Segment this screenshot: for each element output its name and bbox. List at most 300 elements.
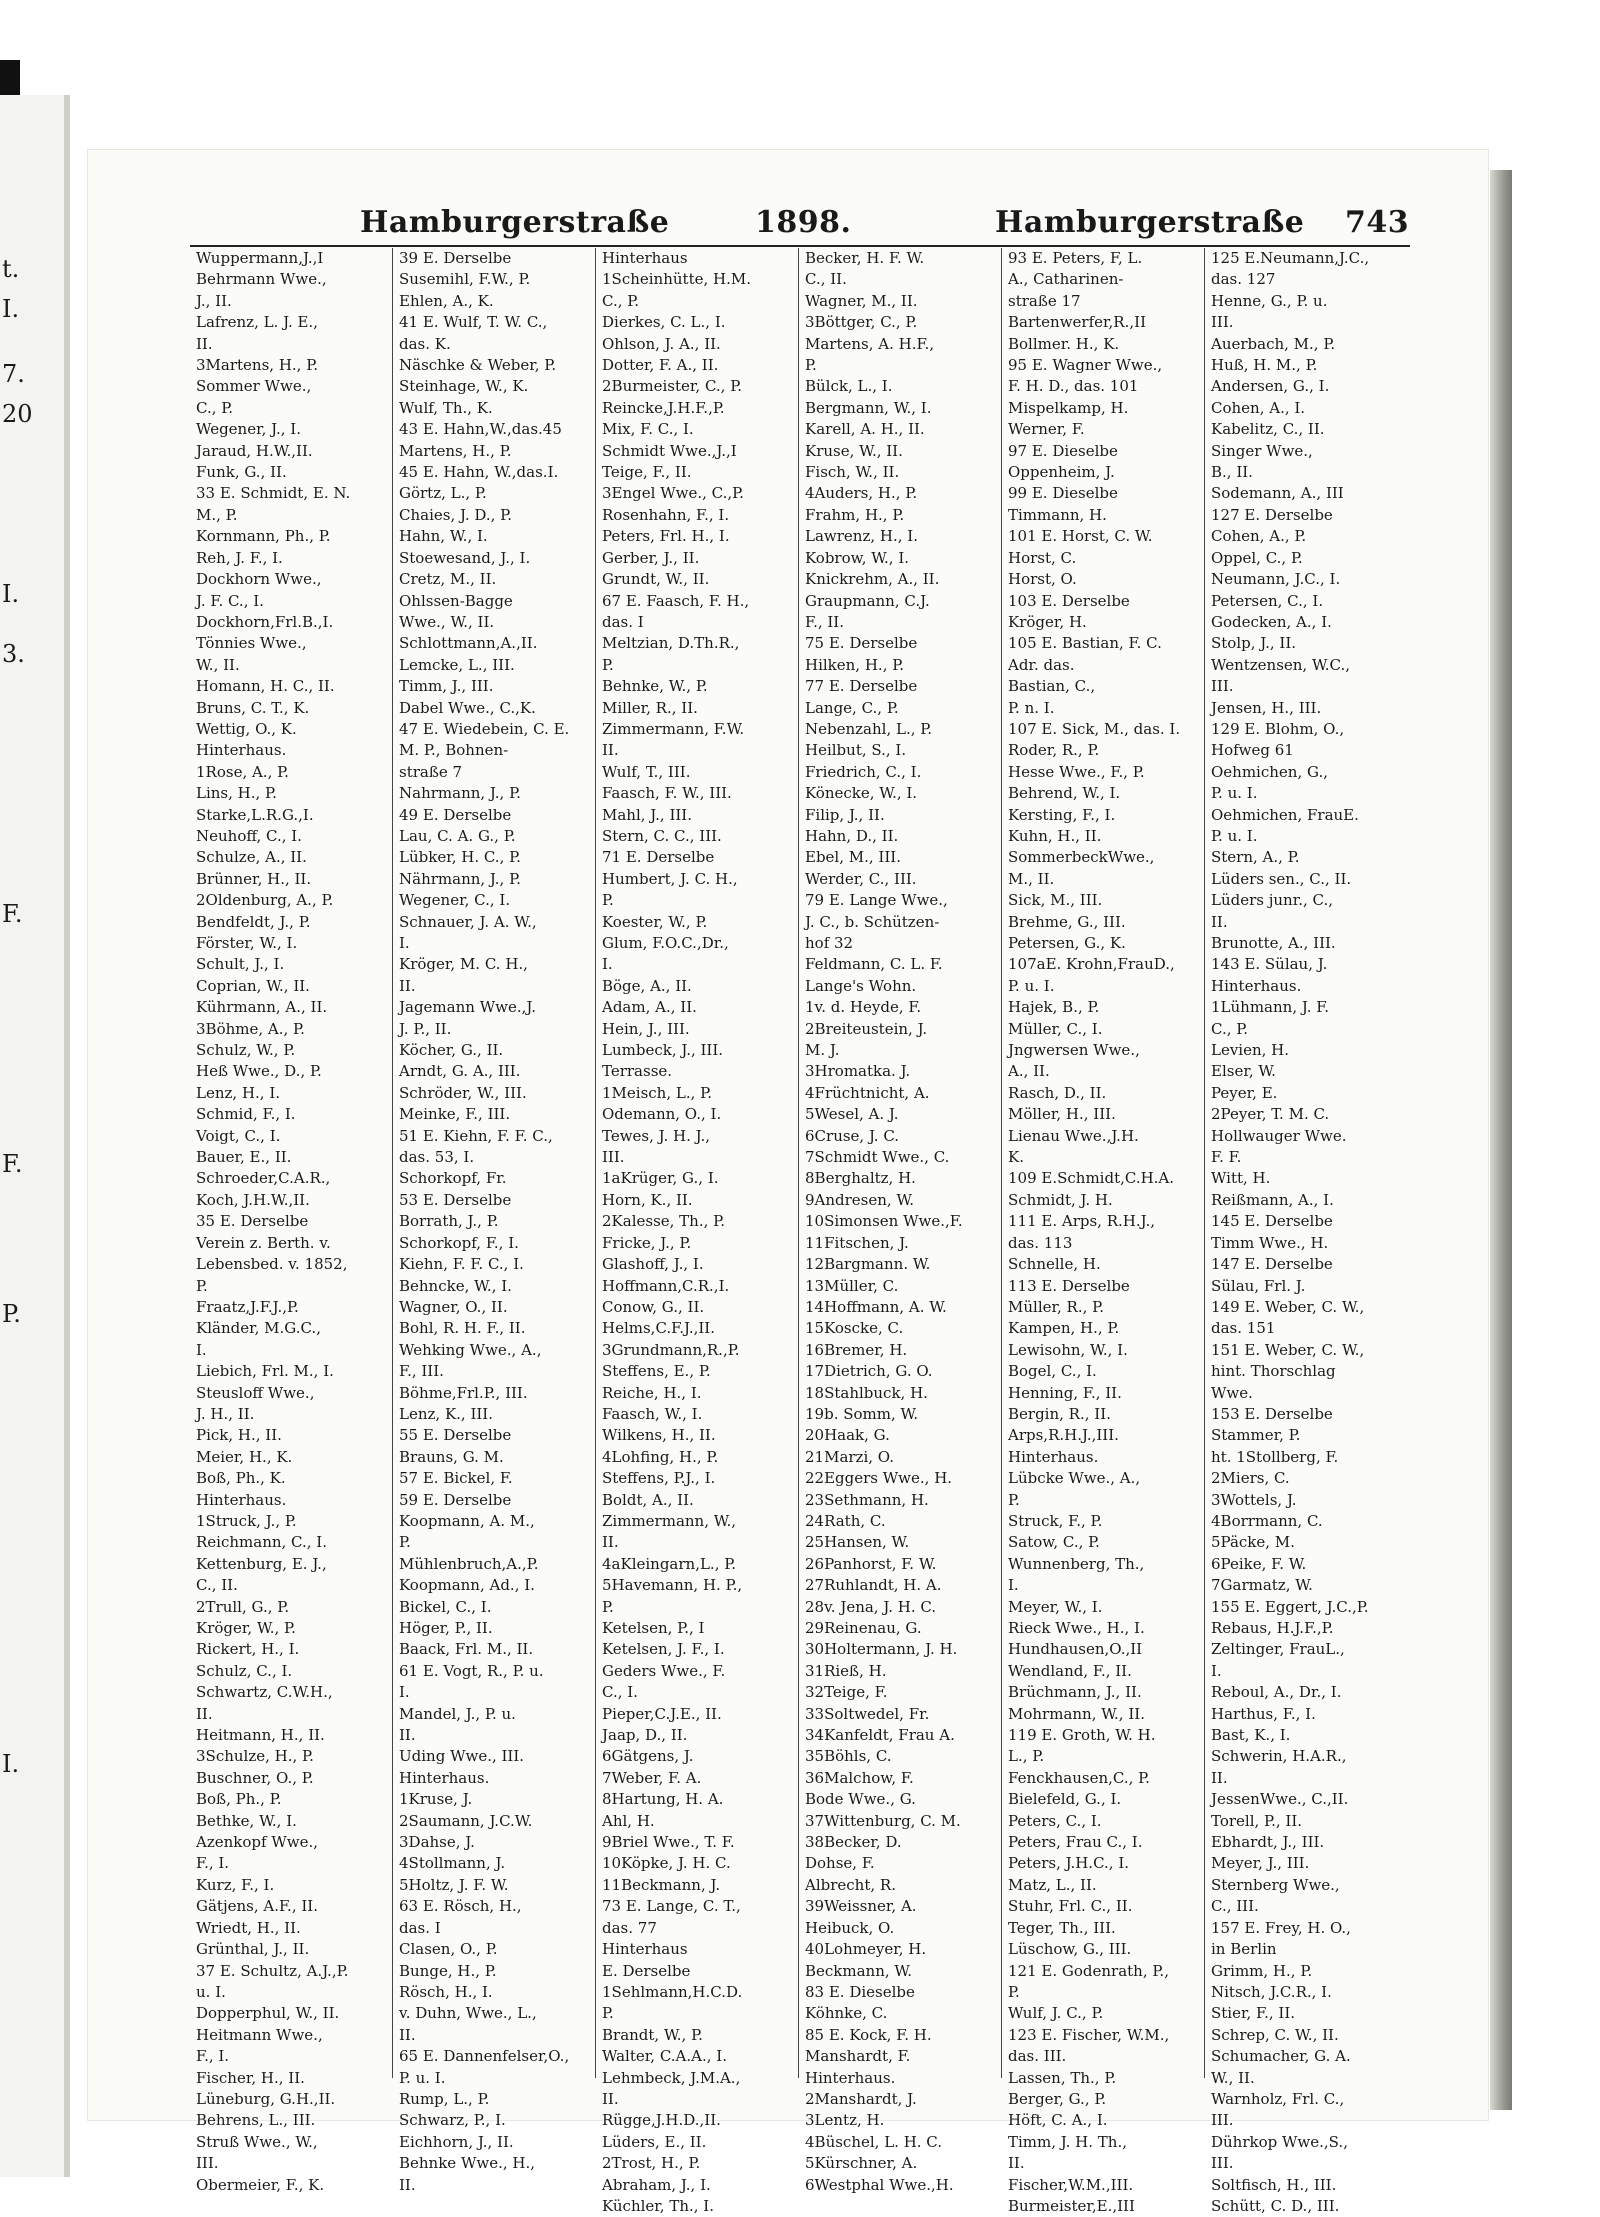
directory-entry: Miller, R., II. bbox=[602, 698, 698, 717]
directory-entry: Chaies, J. D., P. bbox=[399, 505, 512, 524]
directory-entry: Arps,R.H.J.,III. bbox=[1008, 1426, 1119, 1445]
directory-entry: F., I. bbox=[196, 2047, 230, 2066]
directory-entry: C., I. bbox=[602, 1683, 638, 1702]
directory-entry: Obermeier, F., K. bbox=[196, 2175, 325, 2194]
directory-entry: Böhme,Frl.P., III. bbox=[399, 1383, 528, 1402]
directory-entry: Arndt, G. A., III. bbox=[399, 1062, 521, 1081]
directory-entry: Ohlson, J. A., II. bbox=[602, 334, 721, 353]
directory-entry: 33 E. Schmidt, E. N. bbox=[196, 484, 351, 503]
directory-entry: Uding Wwe., III. bbox=[399, 1747, 525, 1766]
directory-entry: Borrath, J., P. bbox=[399, 1212, 499, 1231]
directory-entry: Koopmann, Ad., I. bbox=[399, 1576, 535, 1595]
directory-entry: das. III. bbox=[1008, 2047, 1067, 2066]
directory-entry: Hinterhaus. bbox=[805, 2068, 896, 2087]
directory-entry: 23Sethmann, H. bbox=[805, 1490, 929, 1509]
directory-entry: J., II. bbox=[196, 291, 232, 310]
directory-entry: 7Schmidt Wwe., C. bbox=[805, 1148, 950, 1167]
directory-entry: Fischer, H., II. bbox=[196, 2068, 305, 2087]
directory-entry: Voigt, C., I. bbox=[196, 1126, 281, 1145]
directory-entry: 43 E. Hahn,W.,das.45 bbox=[399, 420, 562, 439]
directory-entry: 41 E. Wulf, T. W. C., bbox=[399, 313, 548, 332]
directory-entry: 55 E. Derselbe bbox=[399, 1426, 512, 1445]
directory-entry: M., II. bbox=[1008, 869, 1055, 888]
directory-entry: Sülau, Frl. J. bbox=[1211, 1276, 1306, 1295]
directory-entry: Hundhausen,O.,II bbox=[1008, 1640, 1143, 1659]
directory-entry: 51 E. Kiehn, F. F. C., bbox=[399, 1126, 553, 1145]
directory-entry: Ehlen, A., K. bbox=[399, 291, 494, 310]
directory-entry: Schorkopf, Fr. bbox=[399, 1169, 507, 1188]
directory-entry: F., I. bbox=[196, 1854, 230, 1873]
directory-columns bbox=[190, 248, 1410, 2215]
directory-entry: 95 E. Wagner Wwe., bbox=[1008, 356, 1163, 375]
directory-entry: 3Hromatka. J. bbox=[805, 1062, 911, 1081]
header-rule bbox=[190, 245, 1410, 247]
directory-entry: Timm Wwe., H. bbox=[1211, 1233, 1329, 1252]
directory-entry: Wwe., W., II. bbox=[399, 612, 495, 631]
directory-entry: Bauer, E., II. bbox=[196, 1148, 292, 1167]
directory-entry: Schütt, C. D., III. bbox=[1211, 2196, 1340, 2215]
directory-entry: 107aE. Krohn,FrauD., bbox=[1008, 955, 1175, 974]
directory-entry: Ohlssen-Bagge bbox=[399, 591, 513, 610]
directory-entry: 65 E. Dannenfelser,O., bbox=[399, 2047, 570, 2066]
directory-entry: 14Hoffmann, A. W. bbox=[805, 1297, 947, 1316]
directory-entry: Förster, W., I. bbox=[196, 934, 298, 952]
directory-entry: 149 E. Weber, C. W., bbox=[1211, 1297, 1365, 1316]
directory-entry: Wegener, C., I. bbox=[399, 891, 511, 910]
directory-entry: Rickert, H., I. bbox=[196, 1640, 300, 1659]
directory-entry: das. 53, I. bbox=[399, 1148, 475, 1167]
directory-entry: II. bbox=[399, 2175, 416, 2194]
directory-entry: Clasen, O., P. bbox=[399, 1940, 498, 1959]
directory-entry: 77 E. Derselbe bbox=[805, 677, 918, 696]
directory-entry: Lüschow, G., III. bbox=[1008, 1940, 1132, 1959]
directory-entry: Liebich, Frl. M., I. bbox=[196, 1362, 334, 1381]
page-number: 743 bbox=[1345, 205, 1410, 240]
directory-entry: Höft, C. A., I. bbox=[1008, 2111, 1108, 2130]
directory-entry: Terrasse. bbox=[602, 1062, 673, 1081]
directory-entry: P. bbox=[399, 1533, 411, 1552]
directory-entry: Faasch, W., I. bbox=[602, 1404, 703, 1423]
directory-entry: 31Rieß, H. bbox=[805, 1661, 887, 1680]
directory-entry: Schult, J., I. bbox=[196, 955, 285, 974]
directory-entry: Peters, Frl. H., I. bbox=[602, 527, 730, 546]
directory-entry: 10Simonsen Wwe.,F. bbox=[805, 1212, 963, 1231]
directory-entry: 103 E. Derselbe bbox=[1008, 591, 1130, 610]
directory-entry: 3Wottels, J. bbox=[1211, 1490, 1297, 1509]
directory-entry: 7Garmatz, W. bbox=[1211, 1576, 1313, 1595]
directory-entry: das. I bbox=[602, 612, 644, 631]
previous-page-fragment: F. bbox=[2, 900, 23, 928]
directory-entry: 1aKrüger, G., I. bbox=[602, 1169, 719, 1188]
directory-entry: 47 E. Wiedebein, C. E. bbox=[399, 719, 570, 738]
directory-entry: Ebel, M., III. bbox=[805, 848, 901, 867]
directory-entry: Nährmann, J., P. bbox=[399, 869, 521, 888]
directory-entry: 127 E. Derselbe bbox=[1211, 505, 1333, 524]
directory-entry: II. bbox=[602, 1533, 619, 1552]
directory-entry: Brunotte, A., III. bbox=[1211, 934, 1336, 952]
directory-entry: 101 E. Horst, C. W. bbox=[1008, 527, 1153, 546]
directory-entry: 2Burmeister, C., P. bbox=[602, 377, 743, 396]
directory-entry: Zeltinger, FrauL., bbox=[1211, 1640, 1345, 1659]
directory-entry: Hajek, B., P. bbox=[1008, 998, 1100, 1017]
directory-entry: Jensen, H., III. bbox=[1211, 698, 1322, 717]
directory-entry: C., III. bbox=[1211, 1897, 1259, 1916]
directory-entry: Hoffmann,C.R.,I. bbox=[602, 1276, 730, 1295]
directory-entry: Kobrow, W., I. bbox=[805, 548, 910, 567]
directory-entry: Azenkopf Wwe., bbox=[196, 1833, 318, 1852]
directory-entry: Gätjens, A.F., II. bbox=[196, 1897, 318, 1916]
directory-entry: 10Köpke, J. H. C. bbox=[602, 1854, 731, 1873]
directory-entry: 75 E. Derselbe bbox=[805, 634, 918, 653]
directory-entry: W., II. bbox=[1211, 2068, 1255, 2087]
directory-entry: Schwarz, P., I. bbox=[399, 2111, 506, 2130]
directory-entry: Stier, F., II. bbox=[1211, 2004, 1296, 2023]
directory-entry: P. n. I. bbox=[1008, 698, 1055, 717]
directory-entry: Boldt, A., II. bbox=[602, 1490, 694, 1509]
directory-entry: Gerber, J., II. bbox=[602, 548, 700, 567]
directory-entry: Behnke Wwe., H., bbox=[399, 2154, 536, 2173]
directory-entry: J. C., b. Schützen- bbox=[805, 912, 940, 931]
directory-entry: Lienau Wwe.,J.H. bbox=[1008, 1126, 1139, 1145]
directory-entry: B., II. bbox=[1211, 463, 1253, 482]
directory-entry: Lenz, K., III. bbox=[399, 1404, 493, 1423]
directory-entry: v. Duhn, Wwe., L., bbox=[399, 2004, 537, 2023]
directory-entry: P. bbox=[196, 1276, 208, 1295]
directory-entry: P. bbox=[1008, 1982, 1020, 2001]
directory-entry: straße 7 bbox=[399, 762, 463, 781]
directory-entry: Reboul, A., Dr., I. bbox=[1211, 1683, 1342, 1702]
directory-entry: Wuppermann,J.,I bbox=[196, 249, 324, 267]
directory-entry: Mandel, J., P. u. bbox=[399, 1704, 516, 1723]
directory-entry: 19b. Somm, W. bbox=[805, 1404, 919, 1423]
directory-entry: 129 E. Blohm, O., bbox=[1211, 719, 1345, 738]
directory-entry: Peters, J.H.C., I. bbox=[1008, 1854, 1130, 1873]
directory-entry: Glashoff, J., I. bbox=[602, 1255, 704, 1274]
directory-entry: Bohl, R. H. F., II. bbox=[399, 1319, 526, 1338]
previous-page-edge bbox=[0, 95, 70, 2177]
directory-entry: Faasch, F. W., III. bbox=[602, 784, 732, 803]
directory-entry: II. bbox=[1008, 2154, 1025, 2173]
directory-entry: Hofweg 61 bbox=[1211, 741, 1294, 760]
directory-entry: Hein, J., III. bbox=[602, 1019, 690, 1038]
directory-entry: 38Becker, D. bbox=[805, 1833, 902, 1852]
directory-entry: 3Lentz, H. bbox=[805, 2111, 885, 2130]
directory-entry: 25Hansen, W. bbox=[805, 1533, 910, 1552]
directory-entry: 8Hartung, H. A. bbox=[602, 1790, 724, 1809]
directory-entry: Schulze, A., II. bbox=[196, 848, 307, 867]
directory-entry: Boß, Ph., K. bbox=[196, 1469, 286, 1488]
directory-entry: 15Koscke, C. bbox=[805, 1319, 904, 1338]
previous-page-fragment: 7. bbox=[2, 360, 25, 388]
directory-entry: Hesse Wwe., F., P. bbox=[1008, 762, 1145, 781]
directory-entry: Hahn, W., I. bbox=[399, 527, 488, 546]
directory-entry: 109 E.Schmidt,C.H.A. bbox=[1008, 1169, 1175, 1188]
header-street-left: Hamburgerstraße bbox=[360, 205, 670, 240]
directory-entry: Bartenwerfer,R.,II bbox=[1008, 313, 1146, 332]
directory-entry: Stolp, J., II. bbox=[1211, 634, 1297, 653]
directory-entry: Mahl, J., III. bbox=[602, 805, 692, 824]
directory-entry: III. bbox=[1211, 313, 1234, 332]
directory-entry: Kröger, H. bbox=[1008, 612, 1087, 631]
directory-entry: Kröger, W., P. bbox=[196, 1619, 296, 1637]
directory-entry: 16Bremer, H. bbox=[805, 1340, 908, 1359]
directory-entry: Kersting, F., I. bbox=[1008, 805, 1116, 824]
directory-entry: 3Engel Wwe., C.,P. bbox=[602, 484, 744, 503]
directory-entry: 8Berghaltz, H. bbox=[805, 1169, 916, 1188]
directory-entry: Filip, J., II. bbox=[805, 805, 885, 824]
directory-entry: Dierkes, C. L., I. bbox=[602, 313, 726, 332]
directory-entry: Horst, C. bbox=[1008, 548, 1077, 567]
directory-entry: 21Marzi, O. bbox=[805, 1447, 894, 1466]
directory-entry: J. P., II. bbox=[399, 1019, 452, 1038]
directory-entry: 4Lohfing, H., P. bbox=[602, 1447, 719, 1466]
directory-entry: L., P. bbox=[1008, 1747, 1045, 1766]
directory-entry: 5Kürschner, A. bbox=[805, 2154, 918, 2173]
directory-entry: J. F. C., I. bbox=[196, 591, 264, 610]
directory-entry: Steffens, E., P. bbox=[602, 1362, 711, 1381]
directory-entry: II. bbox=[196, 1704, 213, 1723]
directory-entry: Schmidt Wwe.,J.,I bbox=[602, 441, 737, 460]
directory-entry: 39 E. Derselbe bbox=[399, 249, 512, 267]
directory-entry: Stern, C. C., III. bbox=[602, 826, 722, 845]
directory-entry: Rebaus, H.J.F.,P. bbox=[1211, 1619, 1334, 1637]
directory-entry: 73 E. Lange, C. T., bbox=[602, 1897, 741, 1916]
directory-entry: Bielefeld, G., I. bbox=[1008, 1790, 1122, 1809]
directory-entry: Pick, H., II. bbox=[196, 1426, 282, 1445]
directory-entry: 123 E. Fischer, W.M., bbox=[1008, 2025, 1170, 2044]
directory-entry: Reh, J. F., I. bbox=[196, 548, 283, 567]
directory-entry: Stammer, P. bbox=[1211, 1426, 1301, 1445]
directory-entry: Fenckhausen,C., P. bbox=[1008, 1768, 1150, 1787]
directory-entry: Bergin, R., II. bbox=[1008, 1404, 1111, 1423]
directory-entry: Lüders sen., C., II. bbox=[1211, 869, 1352, 888]
directory-entry: Hinterhaus. bbox=[399, 1768, 490, 1787]
directory-entry: 57 E. Bickel, F. bbox=[399, 1469, 513, 1488]
directory-entry: 30Holtermann, J. H. bbox=[805, 1640, 958, 1659]
directory-entry: Küchler, Th., I. bbox=[602, 2196, 714, 2215]
directory-entry: Brandt, W., P. bbox=[602, 2025, 703, 2044]
directory-entry: Behrens, L., III. bbox=[196, 2111, 316, 2130]
previous-page-fragment: I. bbox=[2, 1750, 20, 1778]
directory-entry: Fricke, J., P. bbox=[602, 1233, 692, 1252]
directory-entry: Teige, F., II. bbox=[602, 463, 692, 482]
previous-page-fragment: I. bbox=[2, 580, 20, 608]
directory-entry: Knickrehm, A., II. bbox=[805, 570, 940, 589]
directory-entry: Petersen, G., K. bbox=[1008, 934, 1126, 952]
directory-entry: Dopperphul, W., II. bbox=[196, 2004, 340, 2023]
directory-entry: Bülck, L., I. bbox=[805, 377, 893, 396]
directory-entry: Martens, A. H.F., bbox=[805, 334, 935, 353]
directory-entry: 53 E. Derselbe bbox=[399, 1190, 512, 1209]
directory-entry: Karell, A. H., II. bbox=[805, 420, 925, 439]
directory-entry: 37 E. Schultz, A.J.,P. bbox=[196, 1961, 349, 1980]
previous-page-fragment: t. bbox=[2, 255, 20, 283]
directory-entry: Meltzian, D.Th.R., bbox=[602, 634, 740, 653]
directory-entry: 3Böhme, A., P. bbox=[196, 1019, 305, 1038]
directory-entry: 45 E. Hahn, W.,das.I. bbox=[399, 463, 559, 482]
directory-entry: 2Saumann, J.C.W. bbox=[399, 1811, 533, 1830]
directory-entry: Sick, M., III. bbox=[1008, 891, 1103, 910]
directory-entry: Henne, G., P. u. bbox=[1211, 291, 1328, 310]
directory-entry: Fraatz,J.F.J.,P. bbox=[196, 1297, 299, 1316]
directory-entry: Harthus, F., I. bbox=[1211, 1704, 1316, 1723]
directory-entry: Kornmann, Ph., P. bbox=[196, 527, 331, 546]
directory-entry: 3Schulze, H., P. bbox=[196, 1747, 314, 1766]
directory-entry: Lau, C. A. G., P. bbox=[399, 826, 516, 845]
directory-entry: Schmid, F., I. bbox=[196, 1105, 296, 1124]
directory-entry: Wriedt, H., II. bbox=[196, 1918, 301, 1937]
directory-entry: 1Meisch, L., P. bbox=[602, 1083, 712, 1102]
directory-entry: Jagemann Wwe.,J. bbox=[399, 998, 536, 1017]
directory-entry: Albrecht, R. bbox=[805, 1875, 896, 1894]
directory-entry: 22Eggers Wwe., H. bbox=[805, 1469, 953, 1488]
directory-entry: II. bbox=[399, 976, 416, 995]
directory-entry: Berger, G., P. bbox=[1008, 2089, 1107, 2108]
directory-entry: 33Soltwedel, Fr. bbox=[805, 1704, 930, 1723]
directory-entry: Lebensbed. v. 1852, bbox=[196, 1255, 348, 1274]
directory-entry: Müller, R., P. bbox=[1008, 1297, 1104, 1316]
directory-entry: Koester, W., P. bbox=[602, 912, 708, 931]
directory-entry: Böge, A., II. bbox=[602, 976, 692, 995]
directory-entry: Wulf, Th., K. bbox=[399, 398, 493, 417]
directory-entry: Görtz, L., P. bbox=[399, 484, 487, 503]
header-street-right: Hamburgerstraße bbox=[995, 205, 1305, 240]
directory-entry: Huß, H. M., P. bbox=[1211, 356, 1318, 375]
directory-entry: Wagner, M., II. bbox=[805, 291, 918, 310]
directory-entry: Bunge, H., P. bbox=[399, 1961, 497, 1980]
directory-entry: Hahn, D., II. bbox=[805, 826, 899, 845]
directory-entry: 5Holtz, J. F. W. bbox=[399, 1875, 509, 1894]
directory-entry: Steffens, P.J., I. bbox=[602, 1469, 716, 1488]
directory-entry: Koopmann, A. M., bbox=[399, 1511, 535, 1530]
directory-entry: 28v. Jena, J. H. C. bbox=[805, 1597, 937, 1616]
directory-entry: Petersen, C., I. bbox=[1211, 591, 1324, 610]
directory-entry: Schwartz, C.W.H., bbox=[196, 1683, 333, 1702]
directory-entry: Martens, H., P. bbox=[399, 441, 512, 460]
directory-entry: 32Teige, F. bbox=[805, 1683, 888, 1702]
directory-entry: 2Manshardt, J. bbox=[805, 2089, 917, 2108]
directory-entry: Struck, F., P. bbox=[1008, 1511, 1103, 1530]
directory-entry: Rösch, H., I. bbox=[399, 1982, 493, 2001]
directory-entry: M. J. bbox=[805, 1041, 840, 1060]
directory-entry: 18Stahlbuck, H. bbox=[805, 1383, 928, 1402]
directory-entry: Verein z. Berth. v. bbox=[196, 1233, 331, 1252]
directory-entry: 4Büschel, L. H. C. bbox=[805, 2132, 943, 2151]
directory-entry: Jaraud, H.W.,II. bbox=[196, 441, 313, 460]
directory-entry: Dockhorn,Frl.B.,I. bbox=[196, 612, 334, 631]
previous-page-fragment: 3. bbox=[2, 640, 25, 668]
directory-entry: II. bbox=[1211, 1768, 1228, 1787]
directory-entry: Helms,C.F.J.,II. bbox=[602, 1319, 715, 1338]
directory-entry: Lawrenz, H., I. bbox=[805, 527, 918, 546]
directory-entry: C., P. bbox=[602, 291, 640, 310]
directory-entry: 6Peike, F. W. bbox=[1211, 1554, 1307, 1573]
previous-page-fragment: F. bbox=[2, 1150, 23, 1178]
directory-entry: 1Scheinhütte, H.M. bbox=[602, 270, 751, 289]
directory-entry: Ketelsen, J. F., I. bbox=[602, 1640, 725, 1659]
directory-entry: III. bbox=[602, 1148, 625, 1167]
directory-entry: Wettig, O., K. bbox=[196, 719, 297, 738]
directory-entry: Bruns, C. T., K. bbox=[196, 698, 310, 717]
directory-entry: Bollmer. H., K. bbox=[1008, 334, 1120, 353]
directory-entry: 145 E. Derselbe bbox=[1211, 1212, 1333, 1231]
directory-entry: Mispelkamp, H. bbox=[1008, 398, 1129, 417]
directory-entry: 2Oldenburg, A., P. bbox=[196, 891, 334, 910]
directory-entry: Peters, C., I. bbox=[1008, 1811, 1102, 1830]
directory-entry: Sommer Wwe., bbox=[196, 377, 312, 396]
directory-entry: 36Malchow, F. bbox=[805, 1768, 914, 1787]
directory-entry: P. bbox=[805, 356, 817, 375]
directory-entry: 99 E. Dieselbe bbox=[1008, 484, 1118, 503]
directory-entry: 3Böttger, C., P. bbox=[805, 313, 918, 332]
directory-entry: Levien, H. bbox=[1211, 1041, 1290, 1060]
directory-entry: III. bbox=[196, 2154, 219, 2173]
directory-entry: 6Cruse, J. C. bbox=[805, 1126, 900, 1145]
directory-entry: Wehking Wwe., A., bbox=[399, 1340, 542, 1359]
directory-entry: hof 32 bbox=[805, 934, 854, 952]
directory-entry: 1Kruse, J. bbox=[399, 1790, 473, 1809]
directory-entry: Reiche, H., I. bbox=[602, 1383, 702, 1402]
previous-page-fragment: I. bbox=[2, 295, 20, 323]
running-header bbox=[360, 205, 1410, 245]
directory-entry: Fischer,W.M.,III. bbox=[1008, 2175, 1134, 2194]
directory-entry: Matz, L., II. bbox=[1008, 1875, 1097, 1894]
directory-entry: Abraham, J., I. bbox=[602, 2175, 711, 2194]
directory-entry: Sodemann, A., III bbox=[1211, 484, 1344, 503]
directory-entry: Bode Wwe., G. bbox=[805, 1790, 916, 1809]
directory-entry: Jngwersen Wwe., bbox=[1008, 1041, 1140, 1060]
directory-entry: das. 113 bbox=[1008, 1233, 1073, 1252]
directory-entry: Werder, C., III. bbox=[805, 869, 917, 888]
directory-entry: II. bbox=[196, 334, 213, 353]
directory-entry: Tönnies Wwe., bbox=[196, 634, 307, 653]
directory-entry: 3Grundmann,R.,P. bbox=[602, 1340, 740, 1359]
directory-entry: Behncke, W., I. bbox=[399, 1276, 512, 1295]
directory-entry: P. u. I. bbox=[1008, 976, 1055, 995]
directory-entry: Oehmichen, FrauE. bbox=[1211, 805, 1359, 824]
directory-entry: Steinhage, W., K. bbox=[399, 377, 529, 396]
directory-entry: P. u. I. bbox=[1211, 784, 1258, 803]
directory-entry: 9Briel Wwe., T. F. bbox=[602, 1833, 735, 1852]
directory-entry: 105 E. Bastian, F. C. bbox=[1008, 634, 1162, 653]
directory-entry: Timmann, H. bbox=[1008, 505, 1107, 524]
directory-entry: C., P. bbox=[196, 398, 234, 417]
directory-entry: 79 E. Lange Wwe., bbox=[805, 891, 948, 910]
directory-entry: Schnauer, J. A. W., bbox=[399, 912, 537, 931]
directory-entry: 5Havemann, H. P., bbox=[602, 1576, 743, 1595]
directory-entry: Susemihl, F.W., P. bbox=[399, 270, 531, 289]
directory-entry: Müller, C., I. bbox=[1008, 1019, 1103, 1038]
directory-entry: Könecke, W., I. bbox=[805, 784, 918, 803]
directory-entry: 49 E. Derselbe bbox=[399, 805, 512, 824]
directory-entry: Teger, Th., III. bbox=[1008, 1918, 1116, 1937]
directory-entry: Möller, H., III. bbox=[1008, 1105, 1116, 1124]
previous-page-fragment: P. bbox=[2, 1300, 21, 1328]
directory-entry: 125 E.Neumann,J.C., bbox=[1211, 249, 1370, 267]
directory-entry: Kabelitz, C., II. bbox=[1211, 420, 1325, 439]
directory-entry: Hinterhaus bbox=[602, 1940, 688, 1959]
directory-entry: 9Andresen, W. bbox=[805, 1190, 915, 1209]
directory-entry: Feldmann, C. L. F. bbox=[805, 955, 943, 974]
directory-entry: 67 E. Faasch, F. H., bbox=[602, 591, 750, 610]
directory-entry: Brehme, G., III. bbox=[1008, 912, 1126, 931]
directory-entry: Torell, P., II. bbox=[1211, 1811, 1303, 1830]
directory-entry: Humbert, J. C. H., bbox=[602, 869, 738, 888]
directory-entry: Schroeder,C.A.R., bbox=[196, 1169, 331, 1188]
directory-entry: I. bbox=[399, 934, 410, 952]
directory-entry: Homann, H. C., II. bbox=[196, 677, 335, 696]
directory-entry: Zimmermann, F.W. bbox=[602, 719, 745, 738]
